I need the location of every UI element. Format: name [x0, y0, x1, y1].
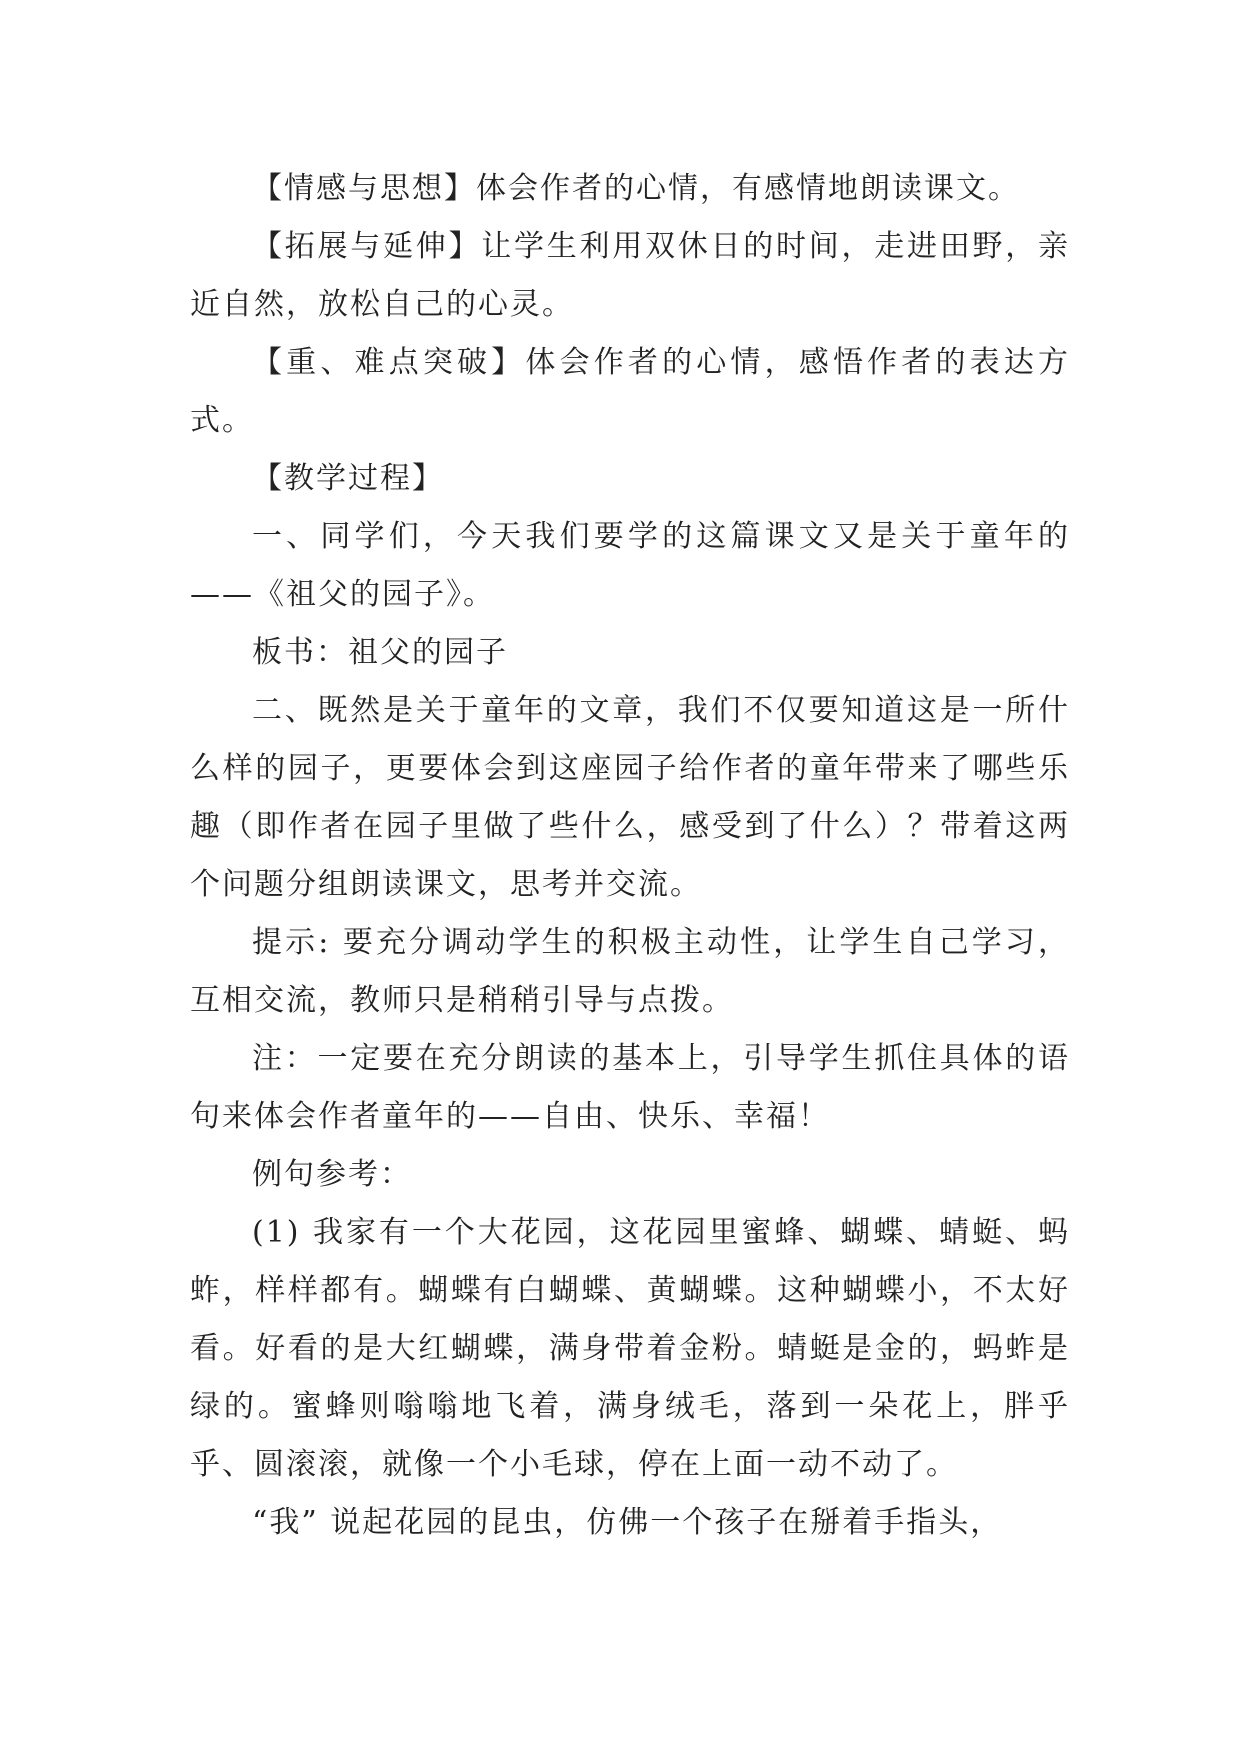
paragraph-example-commentary: “我” 说起花园的昆虫，仿佛一个孩子在掰着手指头，: [252, 1505, 1003, 1540]
paragraph-key-difficulty: 【重、难点突破】体会作者的心情，感悟作者的表达方式。: [190, 345, 1070, 438]
paragraph-blackboard: 板书：祖父的园子: [252, 635, 508, 670]
paragraph-step-one: 一、同学们，今天我们要学的这篇课文又是关于童年的——《祖父的园子》。: [190, 519, 1070, 612]
paragraph-example-heading: 例句参考：: [252, 1157, 412, 1192]
paragraph-note: 注：一定要在充分朗读的基本上，引导学生抓住具体的语句来体会作者童年的——自由、快乐、幸福！: [190, 1041, 1070, 1134]
paragraph-step-two: 二、既然是关于童年的文章，我们不仅要知道这是一所什么样的园子，更要体会到这座园子给作者的童年带来了哪些乐趣（即作者在园子里做了些什么，感受到了什么）？带着这两个问题分组朗读课文，思考并交流。: [190, 693, 1070, 902]
document-body: [190, 160, 1070, 1552]
paragraph-teaching-process-heading: 【教学过程】: [252, 461, 444, 496]
paragraph-emotion-thought: 【情感与思想】体会作者的心情，有感情地朗读课文。: [252, 171, 1020, 206]
paragraph-hint: 提示: 要充分调动学生的积极主动性，让学生自己学习，互相交流，教师只是稍稍引导与点拨。: [190, 925, 1070, 1018]
paragraph-example-one: (1) 我家有一个大花园，这花园里蜜蜂、蝴蝶、蜻蜓、蚂蚱，样样都有。蝴蝶有白蝴蝶、黄蝴蝶。这种蝴蝶小，不太好看。好看的是大红蝴蝶，满身带着金粉。蜻蜓是金的，蚂蚱是绿的。蜜蜂则嗡嗡地飞着，满身绒毛，落到一朵花上，胖乎乎、圆滚滚，就像一个小毛球，停在上面一动不动了。: [190, 1215, 1070, 1482]
paragraph-extension: 【拓展与延伸】让学生利用双休日的时间，走进田野，亲近自然，放松自己的心灵。: [190, 229, 1070, 322]
